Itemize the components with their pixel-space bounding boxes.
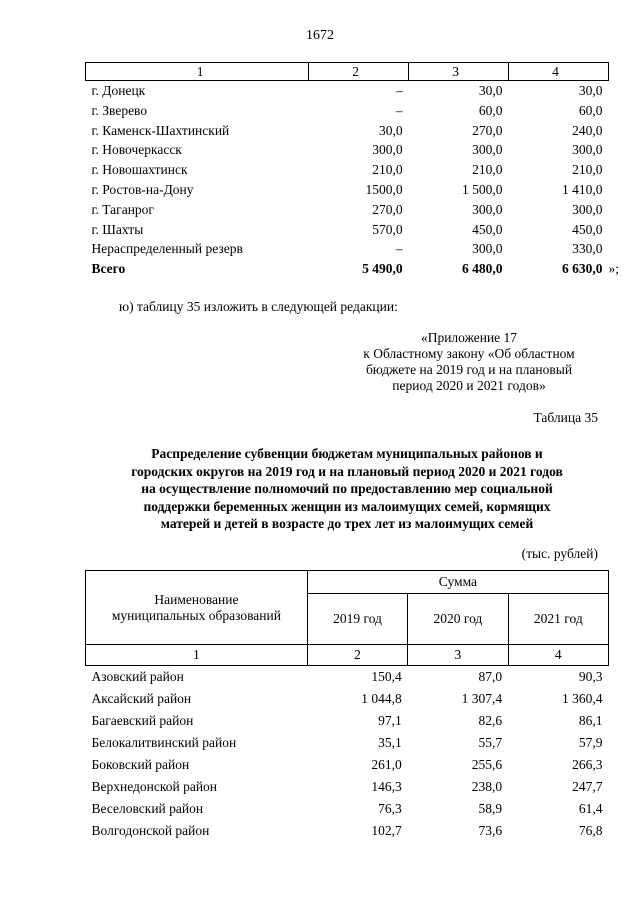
cell-value: 61,4 — [578, 801, 603, 816]
cell-value: 60,0 — [578, 102, 603, 118]
cell-value: 73,6 — [478, 823, 503, 838]
table-row — [86, 820, 609, 842]
column-number-row — [86, 645, 609, 666]
row-name: Верхнедонской район — [91, 779, 218, 794]
table-row — [86, 688, 609, 710]
appendix-line: бюджете на 2019 год и на плановый — [365, 362, 573, 377]
cell-value: 97,1 — [378, 713, 402, 728]
cell-value: 30,0 — [478, 83, 503, 98]
table-title — [85, 445, 609, 533]
total-label: Всего — [91, 261, 126, 277]
total-row — [86, 259, 609, 279]
cell-value: 270,0 — [472, 122, 503, 138]
cell-value: 266,3 — [572, 757, 603, 772]
cell-value: 570,0 — [372, 221, 403, 237]
cell-value: 30,0 — [578, 83, 603, 98]
appendix-line: к Областному закону «Об областном — [363, 346, 575, 361]
table-row — [86, 81, 609, 101]
units-label: (тыс. рублей) — [521, 546, 598, 561]
cell-value: 300,0 — [372, 142, 403, 158]
column-number: 4 — [508, 645, 608, 666]
cell-value: 300,0 — [472, 241, 503, 257]
row-name: Нераспределенный резерв — [91, 241, 243, 257]
cell-value: 270,0 — [372, 201, 403, 217]
total-value: 5 490,0 — [362, 261, 403, 277]
cell-value: 76,3 — [378, 801, 402, 816]
cell-value: 210,0 — [572, 162, 603, 178]
total-value-cell — [509, 259, 620, 279]
total-value: 6 630,0 — [562, 261, 603, 277]
title-line: городских округов на 2019 год и на плановый период 2020 и 2021 годов — [131, 463, 563, 479]
row-name: г. Ростов-на-Дону — [91, 181, 194, 197]
column-number: 1 — [86, 63, 309, 81]
sum-header: Сумма — [307, 571, 608, 594]
row-name: Аксайский район — [91, 691, 192, 706]
row-name: г. Донецк — [91, 83, 146, 98]
cell-value: 238,0 — [471, 779, 503, 794]
cell-value: 90,3 — [578, 669, 603, 684]
cell-value: 255,6 — [471, 757, 503, 772]
column-number: 1 — [86, 645, 308, 666]
cell-value: 60,0 — [478, 102, 503, 118]
cell-value: 1 044,8 — [361, 691, 402, 706]
cell-value: 146,3 — [371, 779, 402, 794]
table-row — [86, 140, 609, 160]
page-number: 1672 — [306, 28, 334, 43]
table-row — [86, 754, 609, 776]
table-row — [86, 220, 609, 240]
column-number: 3 — [408, 645, 508, 666]
cell-value: 1 500,0 — [462, 181, 503, 197]
table-row — [86, 121, 609, 141]
subvention-table-35 — [85, 570, 609, 842]
cell-value: 330,0 — [572, 241, 603, 257]
appendix-line: «Приложение 17 — [420, 330, 518, 345]
column-number: 3 — [409, 63, 509, 81]
title-line: на осуществление полномочий по предоставлению мер социальной — [141, 481, 553, 496]
cell-value: 261,0 — [371, 757, 402, 772]
cell-value: 35,1 — [378, 735, 402, 750]
table-number: Таблица 35 — [533, 410, 598, 425]
table-row — [86, 776, 609, 798]
year-header: 2019 год — [307, 594, 407, 645]
row-name: Азовский район — [91, 669, 184, 684]
year-header: 2020 год — [408, 594, 508, 645]
cell-value: 86,1 — [578, 713, 603, 728]
cell-value: 87,0 — [478, 669, 503, 684]
cell-value: 240,0 — [572, 122, 603, 138]
row-name: Веселовский район — [91, 801, 204, 816]
cell-value: 300,0 — [472, 201, 503, 217]
cell-value: 102,7 — [371, 823, 402, 838]
total-value: 6 480,0 — [462, 261, 503, 277]
amendment-text: ю) таблицу 35 изложить в следующей редакции: — [119, 299, 398, 314]
row-name: г. Каменск-Шахтинский — [91, 122, 230, 138]
name-column-header — [86, 571, 308, 645]
cell-value: – — [395, 102, 403, 118]
cell-value: 58,9 — [478, 801, 503, 816]
cell-value: 30,0 — [379, 122, 403, 138]
row-name: Багаевский район — [91, 713, 194, 728]
table-row — [86, 239, 609, 259]
cell-value: 55,7 — [478, 735, 503, 750]
table-row — [86, 200, 609, 220]
cell-value: 1 307,4 — [461, 691, 503, 706]
row-name: г. Зверево — [91, 102, 148, 118]
row-name: г. Новочеркасск — [91, 142, 182, 158]
table-row — [86, 798, 609, 820]
cell-value: 210,0 — [372, 162, 403, 178]
cell-value: 57,9 — [578, 735, 603, 750]
cell-value: 210,0 — [472, 162, 503, 178]
cell-value: 300,0 — [572, 201, 603, 217]
header-line: Наименование — [154, 591, 239, 607]
year-header: 2021 год — [508, 594, 608, 645]
cell-value: 450,0 — [572, 221, 603, 237]
cell-value: 450,0 — [472, 221, 503, 237]
cell-value: 82,6 — [478, 713, 503, 728]
cell-value: – — [395, 83, 403, 98]
column-number: 2 — [309, 63, 409, 81]
appendix-line: период 2020 и 2021 годов» — [392, 378, 546, 393]
closing-quote: »; — [608, 261, 620, 277]
cell-value: 1500,0 — [365, 181, 403, 197]
column-number: 4 — [509, 63, 609, 81]
subvention-table-continued — [85, 62, 620, 279]
table-row — [86, 101, 609, 121]
header-line: муниципальных образований — [111, 607, 281, 623]
row-name: Белокалитвинский район — [91, 735, 237, 750]
row-name: Волгодонской район — [91, 823, 210, 838]
appendix-block — [340, 330, 598, 394]
cell-value: 1 410,0 — [562, 181, 603, 197]
table-header-row — [86, 63, 609, 81]
cell-value: 247,7 — [572, 779, 603, 794]
row-name: г. Шахты — [91, 221, 144, 237]
row-name: г. Таганрог — [91, 201, 154, 217]
cell-value: 300,0 — [572, 142, 603, 158]
row-name: Боковский район — [91, 757, 190, 772]
table-row — [86, 160, 609, 180]
table-row — [86, 732, 609, 754]
cell-value: 1 360,4 — [562, 691, 603, 706]
table-row — [86, 666, 609, 689]
header-row — [86, 571, 609, 594]
cell-value: 150,4 — [371, 669, 402, 684]
row-name: г. Новошахтинск — [91, 162, 188, 178]
table-row — [86, 710, 609, 732]
column-number: 2 — [307, 645, 407, 666]
table-row — [86, 180, 609, 200]
title-line: Распределение субвенции бюджетам муниципальных районов и — [151, 446, 543, 461]
cell-value: 300,0 — [472, 142, 503, 158]
title-line: поддержки беременных женщин из малоимущих семей, кормящих — [143, 498, 551, 514]
cell-value: – — [395, 241, 403, 257]
cell-value: 76,8 — [578, 823, 603, 838]
title-line: матерей и детей в возрасте до трех лет из малоимущих семей — [160, 516, 534, 531]
